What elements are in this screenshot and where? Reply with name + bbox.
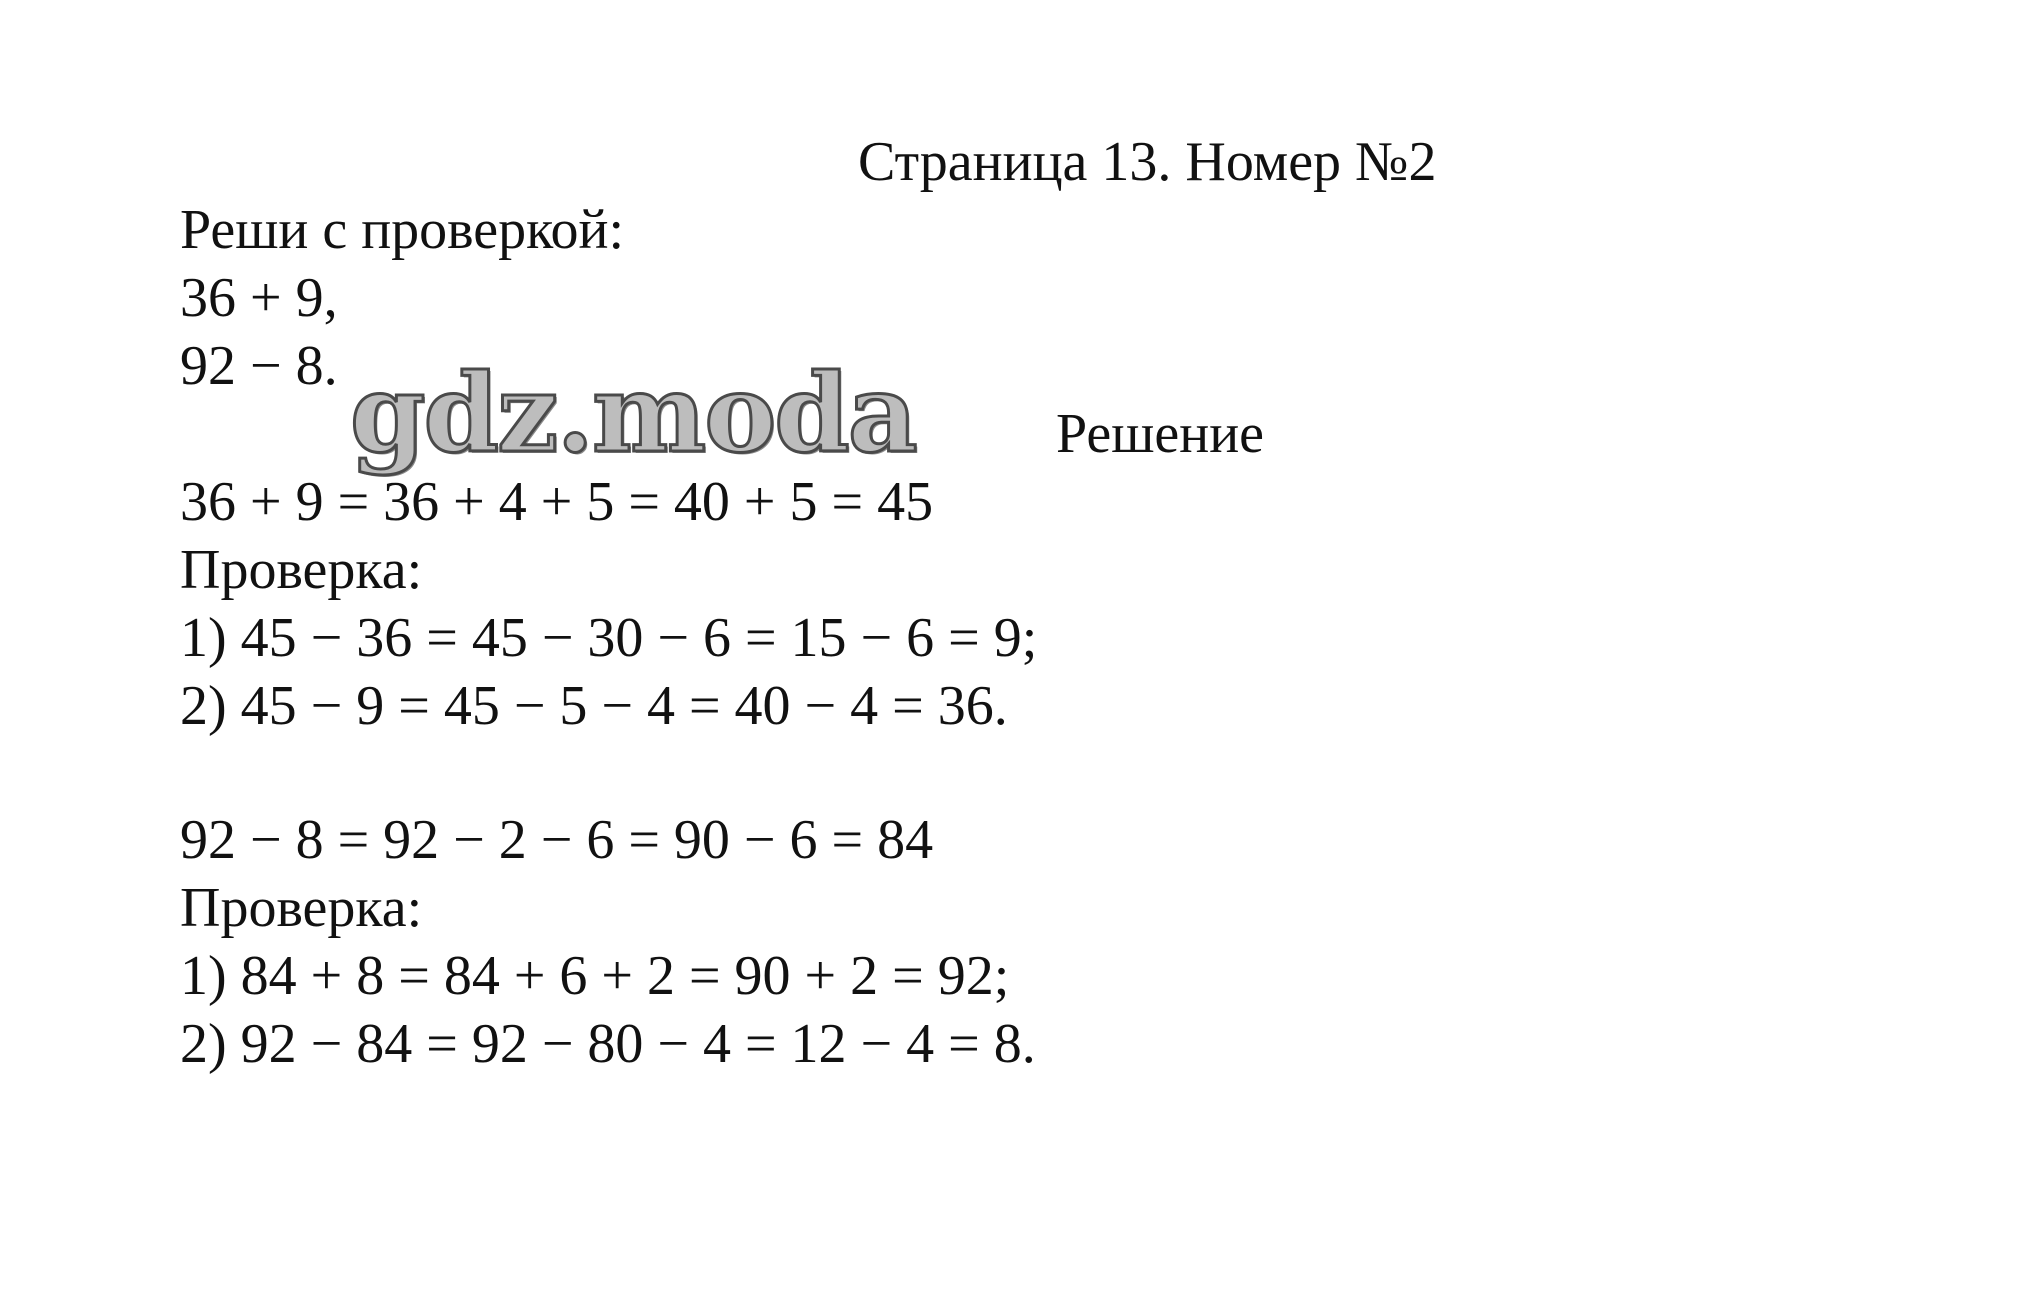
check-line-2-2: 2) 92 − 84 = 92 − 80 − 4 = 12 − 4 = 8. (180, 1013, 1036, 1075)
solution-equation-1: 36 + 9 = 36 + 4 + 5 = 40 + 5 = 45 (180, 471, 934, 533)
solution-heading: Решение (1056, 403, 1265, 465)
task-expression-2: 92 − 8. (180, 335, 338, 397)
check-label-2: Проверка: (180, 877, 423, 939)
check-line-2-1: 1) 84 + 8 = 84 + 6 + 2 = 90 + 2 = 92; (180, 945, 1010, 1007)
check-label-1: Проверка: (180, 539, 423, 601)
check-line-1-1: 1) 45 − 36 = 45 − 30 − 6 = 15 − 6 = 9; (180, 607, 1038, 669)
page-title: Страница 13. Номер №2 (858, 131, 1437, 193)
task-expression-1: 36 + 9, (180, 267, 338, 329)
check-line-1-2: 2) 45 − 9 = 45 − 5 − 4 = 40 − 4 = 36. (180, 675, 1008, 737)
watermark-logo: gdz.moda (350, 351, 916, 477)
solution-equation-2: 92 − 8 = 92 − 2 − 6 = 90 − 6 = 84 (180, 809, 934, 871)
task-prompt: Реши с проверкой: (180, 199, 625, 261)
